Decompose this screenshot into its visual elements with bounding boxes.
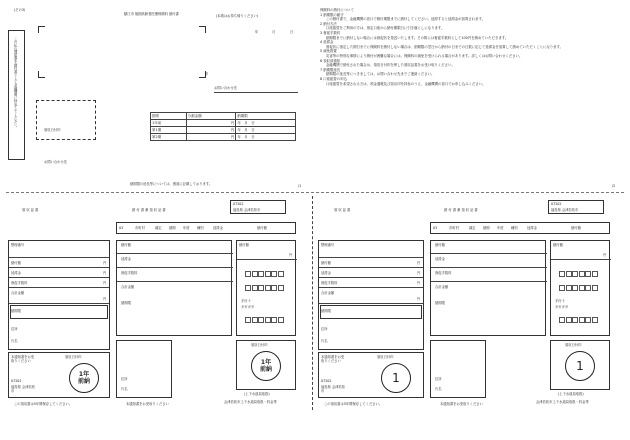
date-month: 月: [272, 30, 276, 34]
side-note: この払込通知書を納付書として金融機関に持参してください。: [13, 37, 18, 130]
schedule-table: 期別 分割金額 納期限 1年前 円 年 月 日 第1期 円 年 月 日 第2期 円 年 月 日: [150, 112, 296, 141]
row-period: 第2期: [151, 134, 187, 141]
form2-number-row: 03 市町村 調定 納期 年度 種別 延滞金 納付額: [430, 222, 610, 234]
form1-prepay-mark-2: 1年 前納: [251, 351, 281, 381]
envelope-title: 鯖江市 後期高齢者医療保険料 納付書: [124, 12, 179, 16]
form1-prepay-mark: 1年 前納: [69, 363, 99, 393]
contact-label-bottom: お問い合わせ先: [44, 160, 68, 164]
seal-area: [36, 100, 96, 140]
form1-number-row: 03 市町村 調定 納期 年度 種別 延滞金 納付額: [116, 222, 296, 234]
col-amount: 分割金額: [186, 113, 236, 120]
seal-mark: 印: [205, 72, 209, 76]
seal-label: 領収日付印: [44, 128, 61, 132]
form1-municipality: 福島県 会津若松市: [233, 208, 261, 212]
address-window: [38, 26, 209, 78]
form2-period-mark: 1: [381, 363, 411, 393]
page-mark-1: /1: [298, 184, 302, 188]
row-amount-unit: 円: [186, 134, 236, 141]
form1-receipt-title: 領 収 証 書: [22, 208, 39, 212]
form2-period-mark-2: 1: [565, 351, 595, 381]
form2-copy-note: この領収書は5年間保存してください。: [324, 402, 383, 406]
date-year: 年: [255, 30, 259, 34]
col-due: 納期限: [236, 113, 296, 120]
row-amount-unit: 円: [186, 120, 236, 127]
notice-line: 納期限の延長等については、裏面に記載しております。: [130, 182, 213, 186]
instructions-title: 保険料の納付について: [320, 8, 354, 12]
contact-label-top: お問い合わせ先: [214, 86, 238, 90]
side-note-box: [8, 30, 25, 160]
form1-copy-note: この領収書は5年間保存してください。: [14, 402, 73, 406]
row-period: 第1期: [151, 127, 187, 134]
row-period: 1年前: [151, 120, 187, 127]
receipt-note: (本紙はお持ち帰りください): [216, 14, 259, 18]
date-day: 日: [290, 30, 294, 34]
form1-account-code: 07202: [233, 202, 244, 206]
instructions: 保険料の納付について 1 納期限の厳守 この納付書で、金融機関の窓口で納付期限までに納付してください。延滞すると延滞金が加算されます。 2 納付方法 口座振替をご利用の方は、指定口座から納付期限日に引き落としになります。 3 督促手数料 納期限までに納付しない場合には督促状を発送いたします。その際には督促手数料として100円を納めていただきます。 4 延滞金 督促状に指定した期日までに保険料を納付しない場合は、納期限の翌日から納付の日までの日数に応じて延滞金を加算して納めていただくことになります。 5 減免措置 災害等の特別な事情により納付が困難な場合には、保険料の減免を受けられる場合があります。詳しくはお問い合わせください。 6 領収済通知 金融機関で納付された場合は、領収日付印を押した領収証書をお受け取りください。 7 納期限延長 納期限の延長等につきましては、お問い合わせ先までご連絡ください。 8 口座振替の申込 口座振替を希望される方は、預金通帳及び届出印を持参のうえ、金融機関の窓口でお申し込みください。: [320, 8, 616, 176]
form2-payment-title: 納 付 書 兼 領 収 証 書: [444, 208, 478, 212]
row-amount-unit: 円: [186, 127, 236, 134]
col-period: 期別: [151, 113, 187, 120]
form2-receipt-title: 領 収 証 書: [334, 208, 351, 212]
section-label: (その3): [14, 8, 26, 12]
page-mark-2: /2: [612, 184, 616, 188]
form1-payment-title: 納 付 書 兼 領 収 証 書: [132, 208, 166, 212]
